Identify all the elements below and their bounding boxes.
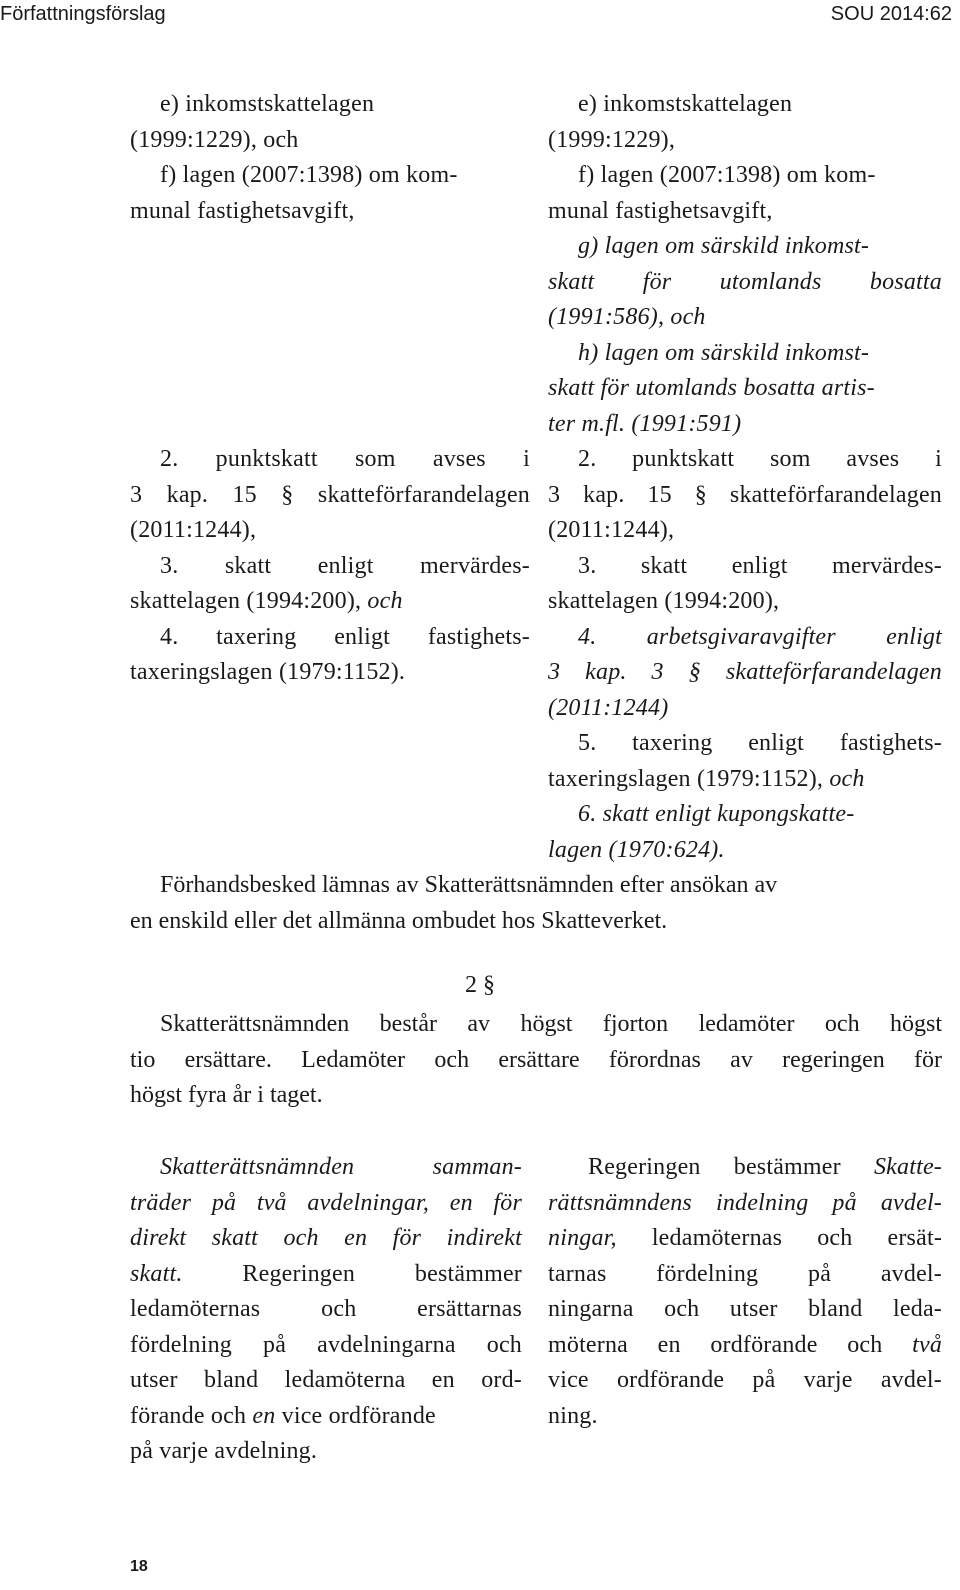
right-line: 4. arbetsgivaravgifter enligt	[578, 623, 942, 650]
right-line: lagen (1970:624).	[548, 836, 725, 863]
left-line: e) inkomstskattelagen	[160, 91, 375, 117]
right-column	[548, 87, 942, 868]
bottom-right-text: ledamöternas och ersät-	[651, 1225, 943, 1251]
right-line: 3 kap. 3 § skatteförfarandelagen	[548, 659, 942, 685]
bottom-left-italic: en	[252, 1402, 276, 1429]
bottom-right-text: möterna en ordförande och	[548, 1331, 883, 1358]
left-line: 4. taxering enligt fastighets-	[160, 623, 530, 650]
bottom-right-line	[548, 1328, 942, 1364]
bottom-right-line: ning.	[548, 1402, 598, 1429]
left-column	[130, 87, 530, 229]
paragraph-ledamoter	[130, 1007, 942, 1114]
left-column-items	[130, 442, 530, 691]
bottom-right-italic: ningar,	[548, 1225, 617, 1251]
right-line: f) lagen (2007:1398) om kom-	[578, 162, 876, 188]
left-line: 2. punktskatt som avses i	[160, 446, 530, 472]
bottom-right-line: tarnas fördelning på avdel-	[548, 1260, 942, 1287]
bottom-left-line: utser bland ledamöterna en ord-	[130, 1367, 522, 1393]
bottom-left-column	[130, 1150, 522, 1470]
left-line: (2011:1244),	[130, 517, 257, 543]
bottom-right-italic: Skatte-	[873, 1154, 943, 1180]
bottom-right-line	[548, 1150, 942, 1186]
bottom-right-text: Regeringen bestämmer	[588, 1154, 841, 1180]
right-line: h) lagen om särskild inkomst-	[578, 339, 870, 366]
bottom-left-text: vice ordförande	[281, 1402, 436, 1429]
right-line: skatt för utomlands bosatta	[548, 268, 942, 295]
bottom-left-line: direkt skatt och en för indirekt	[130, 1225, 522, 1251]
right-line: (1991:586), och	[548, 304, 706, 330]
right-line: 5. taxering enligt fastighets-	[578, 730, 942, 756]
right-line: munal fastighetsavgift,	[548, 197, 773, 224]
right-line: (2011:1244),	[548, 517, 675, 543]
right-line: 3 kap. 15 § skatteförfarandelagen	[548, 481, 942, 508]
right-line: skatt för utomlands bosatta artis-	[548, 375, 875, 401]
bottom-right-line: rättsnämndens indelning på avdel-	[548, 1189, 942, 1216]
bottom-left-line	[130, 1399, 522, 1435]
running-header-left: Författningsförslag	[0, 3, 166, 25]
paragraph-line: högst fyra år i taget.	[130, 1082, 323, 1108]
right-line-italic: och	[829, 765, 865, 792]
bottom-left-line: träder på två avdelningar, en för	[130, 1189, 522, 1216]
section-heading: 2 §	[465, 972, 495, 998]
left-line: (1999:1229), och	[130, 126, 299, 153]
left-line: taxeringslagen (1979:1152).	[130, 659, 406, 685]
paragraph-line: tio ersättare. Ledamöter och ersättare förordnas av regeringen för	[130, 1046, 942, 1073]
left-line	[130, 584, 530, 620]
page-number: 18	[130, 1558, 148, 1575]
right-line	[548, 762, 942, 798]
paragraph-line: Skatterättsnämnden består av högst fjorton ledamöter och högst	[160, 1011, 942, 1037]
bottom-left-text: Regeringen bestämmer	[242, 1260, 522, 1287]
right-line: (1999:1229),	[548, 126, 676, 153]
left-line: 3. skatt enligt mervärdes-	[160, 552, 530, 579]
bottom-right-line: ningarna och utser bland leda-	[548, 1296, 942, 1322]
left-line: munal fastighetsavgift,	[130, 197, 355, 224]
right-line: g) lagen om särskild inkomst-	[578, 233, 870, 259]
bottom-left-line: Skatterättsnämnden samman-	[160, 1154, 522, 1180]
right-line-text: taxeringslagen (1979:1152),	[548, 765, 824, 792]
running-header-right: SOU 2014:62	[830, 3, 952, 25]
left-line: f) lagen (2007:1398) om kom-	[160, 162, 458, 188]
left-line-text: skattelagen (1994:200),	[130, 588, 362, 614]
right-line: ter m.fl. (1991:591)	[548, 410, 742, 437]
right-line: 3. skatt enligt mervärdes-	[578, 552, 942, 579]
right-line: e) inkomstskattelagen	[578, 91, 793, 117]
bottom-left-italic: skatt.	[130, 1260, 183, 1287]
bottom-right-line: vice ordförande på varje avdel-	[548, 1367, 942, 1393]
bottom-right-italic: två	[912, 1331, 943, 1358]
bottom-left-line: ledamöternas och ersättarnas	[130, 1296, 522, 1322]
bottom-left-line: på varje avdelning.	[130, 1438, 318, 1464]
bottom-left-line	[130, 1257, 522, 1293]
bottom-right-line	[548, 1221, 942, 1257]
paragraph-forhandsbesked	[130, 868, 942, 939]
paragraph-line: en enskild eller det allmänna ombudet hos Skatteverket.	[130, 907, 668, 934]
bottom-left-text: förande och	[130, 1402, 247, 1429]
right-line: (2011:1244)	[548, 694, 669, 721]
right-line: 6. skatt enligt kupongskatte-	[578, 801, 855, 827]
paragraph-line: Förhandsbesked lämnas av Skatterättsnämnden efter ansökan av	[160, 872, 778, 898]
right-line: 2. punktskatt som avses i	[578, 446, 942, 472]
bottom-left-line: fördelning på avdelningarna och	[130, 1331, 522, 1358]
right-line: skattelagen (1994:200),	[548, 588, 780, 614]
left-line-italic: och	[367, 588, 403, 614]
bottom-right-column	[548, 1150, 942, 1434]
left-line: 3 kap. 15 § skatteförfarandelagen	[130, 481, 530, 508]
